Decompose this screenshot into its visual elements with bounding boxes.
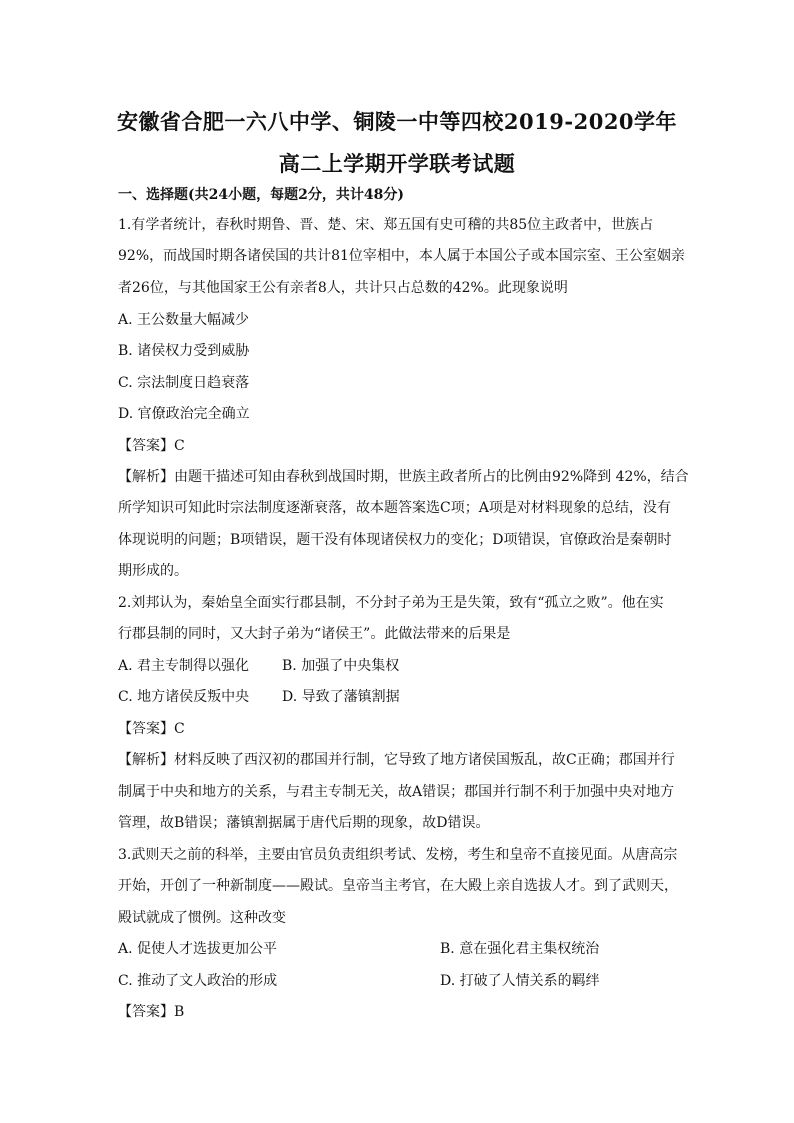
question-stem-line: 3.武则天之前的科举，主要由官员负责组织考试、发榜，考生和皇帝不直接见面。从唐高宗 — [118, 847, 678, 863]
analysis-line: 体现说明的问题；B项错误，题干没有体现诸侯权力的变化；D项错误，官僚政治是秦朝时 — [118, 532, 672, 548]
document-title-line-2: 高二上学期开学联考试题 — [278, 151, 516, 176]
document-title-line-1: 安徽省合肥一六八中学、铜陵一中等四校2019-2020学年 — [116, 109, 678, 134]
analysis-line: 【解析】材料反映了西汉初的郡国并行制，它导致了地方诸侯国叛乱，故C正确；郡国并行 — [118, 752, 675, 768]
analysis-line: 期形成的。 — [118, 563, 188, 579]
question-stem-line: 2.刘邦认为，秦始皇全面实行郡县制，不分封子弟为王是失策，致有“孤立之败”。他在实 — [118, 595, 664, 611]
option-c: C. 推动了文人政治的形成 — [118, 973, 278, 989]
option-b: B. 意在强化君主集权统治 — [440, 941, 600, 957]
question-stem-line: 行郡县制的同时，又大封子弟为“诸侯王”。此做法带来的后果是 — [118, 626, 511, 642]
analysis-line: 【解析】由题干描述可知由春秋到战国时期，世族主政者所占的比例由92%降到 42%，结合 — [118, 469, 689, 485]
option-b: B. 加强了中央集权 — [282, 658, 400, 674]
answer-line: 【答案】C — [118, 438, 185, 454]
option-a: A. 王公数量大幅减少 — [118, 312, 250, 328]
option-c: C. 宗法制度日趋衰落 — [118, 375, 250, 391]
option-d: D. 打破了人情关系的羁绊 — [440, 973, 600, 989]
answer-line: 【答案】C — [118, 721, 185, 737]
option-a: A. 促使人才选拔更加公平 — [118, 941, 278, 957]
analysis-line: 制属于中央和地方的关系，与君主专制无关，故A错误；郡国并行制不利于加强中央对地方 — [118, 784, 675, 800]
option-d: D. 导致了藩镇割据 — [282, 689, 400, 705]
analysis-line: 所学知识可知此时宗法制度逐渐衰落，故本题答案选C项；A项是对材料现象的总结，没有 — [118, 500, 671, 516]
option-d: D. 官僚政治完全确立 — [118, 406, 250, 422]
question-stem-line: 者26位，与其他国家王公有亲者8人，共计只占总数的42%。此现象说明 — [118, 280, 568, 296]
analysis-line: 管理，故B错误；藩镇割据属于唐代后期的现象，故D错误。 — [118, 815, 490, 831]
question-stem-line: 开始，开创了一种新制度——殿试。皇帝当主考官，在大殿上亲自选拔人才。到了武则天， — [118, 878, 678, 894]
question-stem-line: 92%，而战国时期各诸侯国的共计81位宰相中，本人属于本国公子或本国宗室、王公室姻亲 — [118, 248, 685, 264]
question-stem-line: 1.有学者统计，春秋时期鲁、晋、楚、宋、郑五国有史可稽的共85位主政者中，世族占 — [118, 217, 654, 233]
question-stem-line: 殿试就成了惯例。这种改变 — [118, 910, 286, 926]
option-c: C. 地方诸侯反叛中央 — [118, 689, 250, 705]
section-header: 一、选择题(共24小题，每题2分，共计48分) — [118, 187, 404, 203]
answer-line: 【答案】B — [118, 1004, 185, 1020]
option-b: B. 诸侯权力受到威胁 — [118, 343, 250, 359]
option-a: A. 君主专制得以强化 — [118, 658, 250, 674]
